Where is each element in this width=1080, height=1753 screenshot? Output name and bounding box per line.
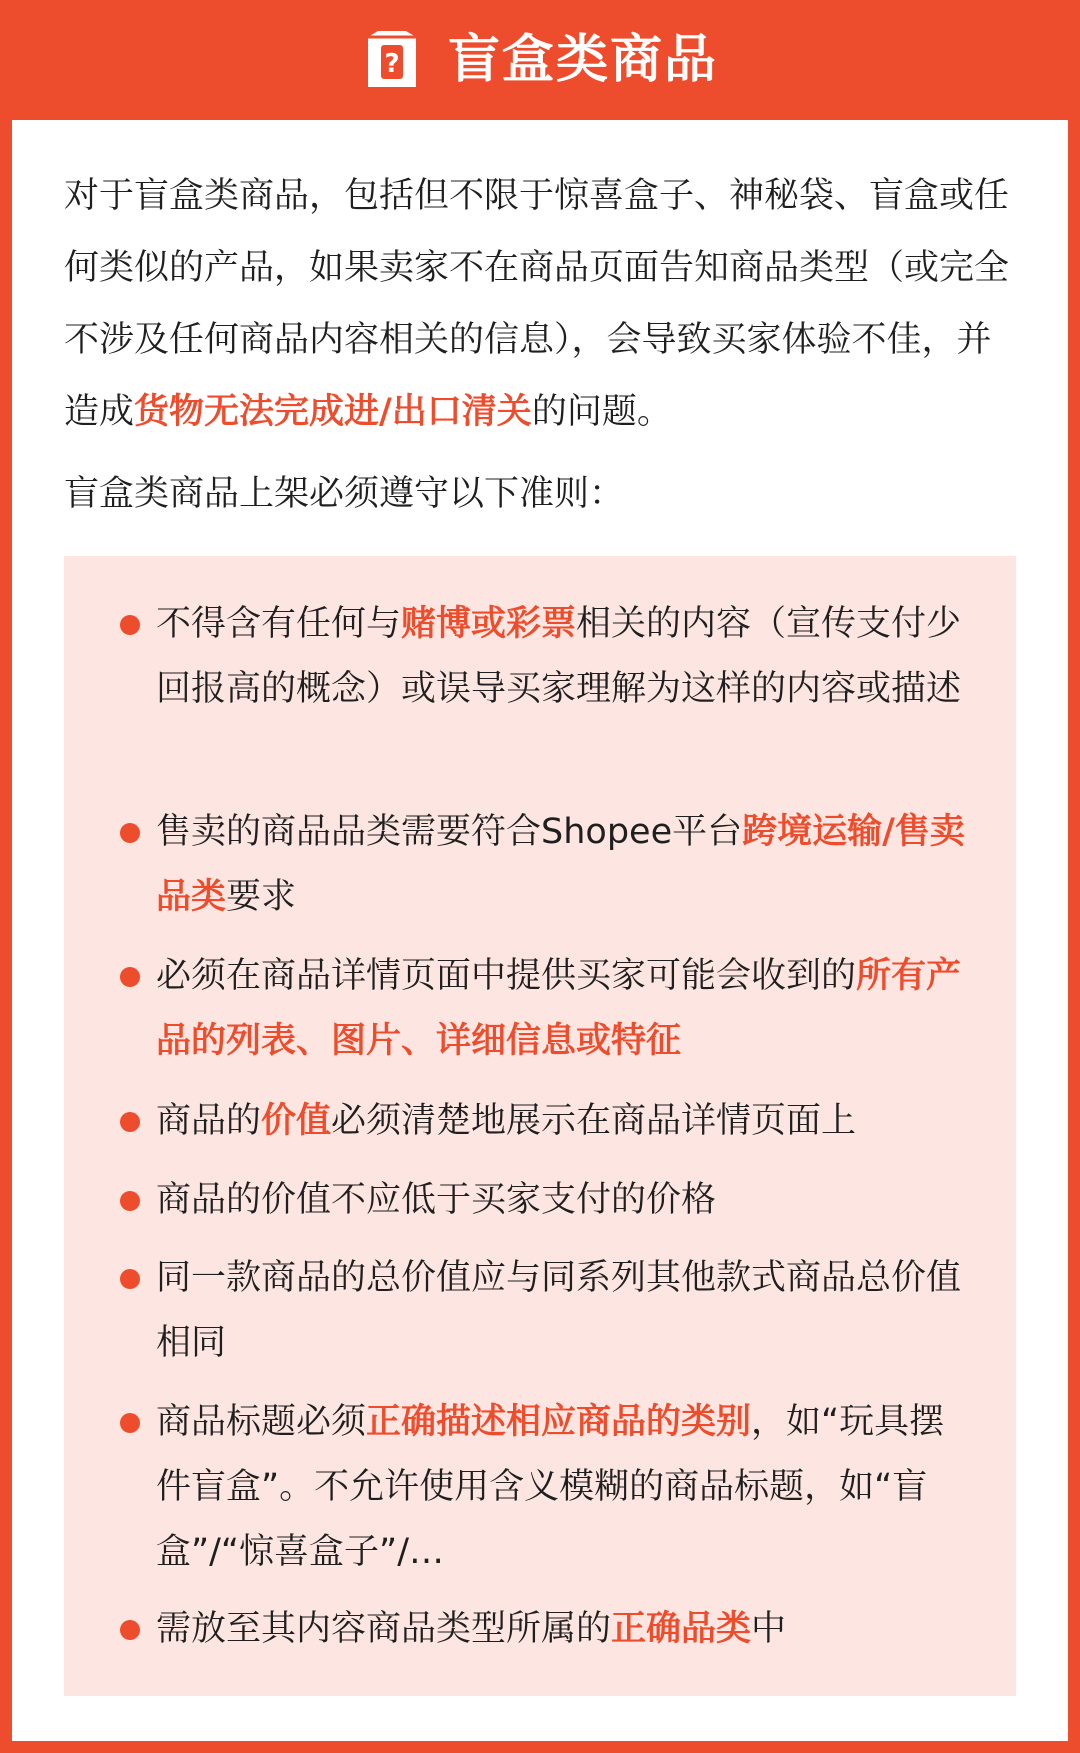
intro-paragraph bbox=[64, 160, 1024, 448]
rule-text: 同一款商品的总价值应与同系列其他款式商品总价值相同 bbox=[156, 1258, 962, 1363]
rule-highlight: 正确描述相应商品的类别 bbox=[366, 1402, 752, 1442]
rule-item bbox=[156, 1597, 976, 1662]
rule-highlight: 价值 bbox=[261, 1101, 332, 1141]
rule-text: ，如“玩具摆件盲盒”。不允许使用含义模糊的商品标题，如“盲盒”/“惊喜盒子”/… bbox=[156, 1402, 945, 1572]
bullet-dot-icon bbox=[120, 1191, 140, 1211]
rule-text: 相关的内容（宣传支付少回报高的概念）或误导买家理解为这样的内容或描述 bbox=[156, 604, 962, 709]
intro-text: 对于盲盒类商品，包括但不限于惊喜盒子、神秘袋、盲盒或任何类似的产品，如果卖家不在商品页面告知商品类型（或完全不涉及任何商品内容相关的信息），会导致买家体验不佳，并造成 bbox=[64, 176, 1010, 432]
rule-text: 商品的价值不应低于买家支付的价格 bbox=[156, 1180, 717, 1220]
rule-highlight: 正确品类 bbox=[611, 1609, 752, 1649]
rule-text: 不得含有任何与 bbox=[156, 604, 402, 644]
bullet-dot-icon bbox=[120, 1269, 140, 1289]
bullet-dot-icon bbox=[120, 967, 140, 987]
rule-item bbox=[156, 1168, 976, 1233]
page-title: 盲盒类商品 bbox=[447, 30, 718, 90]
rule-text: 商品的 bbox=[156, 1101, 262, 1141]
rule-text: 要求 bbox=[226, 877, 297, 917]
bullet-dot-icon bbox=[120, 1620, 140, 1640]
page-header bbox=[0, 0, 1080, 120]
rule-item bbox=[156, 1246, 976, 1376]
rules-lead: 盲盒类商品上架必须遵守以下准则： bbox=[64, 474, 625, 514]
rule-item bbox=[156, 944, 976, 1074]
rule-text: 必须清楚地展示在商品详情页面上 bbox=[331, 1101, 857, 1141]
rule-highlight: 所有产品的列表、图片、详细信息或特征 bbox=[156, 956, 962, 1061]
rule-item bbox=[156, 1390, 976, 1585]
rule-highlight: 跨境运输/售卖品类 bbox=[156, 812, 965, 917]
intro-highlight: 货物无法完成进/出口清关 bbox=[134, 392, 532, 432]
rule-text: 中 bbox=[751, 1609, 787, 1649]
bullet-dot-icon bbox=[120, 1413, 140, 1433]
bullet-dot-icon bbox=[120, 615, 140, 635]
bullet-dot-icon bbox=[120, 823, 140, 843]
rule-text: 售卖的商品品类需要符合Shopee平台 bbox=[156, 812, 743, 852]
bullet-dot-icon bbox=[120, 1112, 140, 1132]
rule-text: 需放至其内容商品类型所属的 bbox=[156, 1609, 612, 1649]
rule-item bbox=[156, 800, 976, 930]
rule-highlight: 赌博或彩票 bbox=[401, 604, 577, 644]
intro-text-end: 的问题。 bbox=[531, 392, 672, 432]
question-mark-glyph: ? bbox=[384, 49, 400, 79]
rule-text: 必须在商品详情页面中提供买家可能会收到的 bbox=[156, 956, 857, 996]
rule-text: 商品标题必须 bbox=[156, 1402, 367, 1442]
rule-item bbox=[156, 592, 976, 722]
rule-item bbox=[156, 1089, 976, 1154]
question-box-icon bbox=[362, 29, 422, 91]
rules-panel bbox=[64, 556, 1016, 1696]
